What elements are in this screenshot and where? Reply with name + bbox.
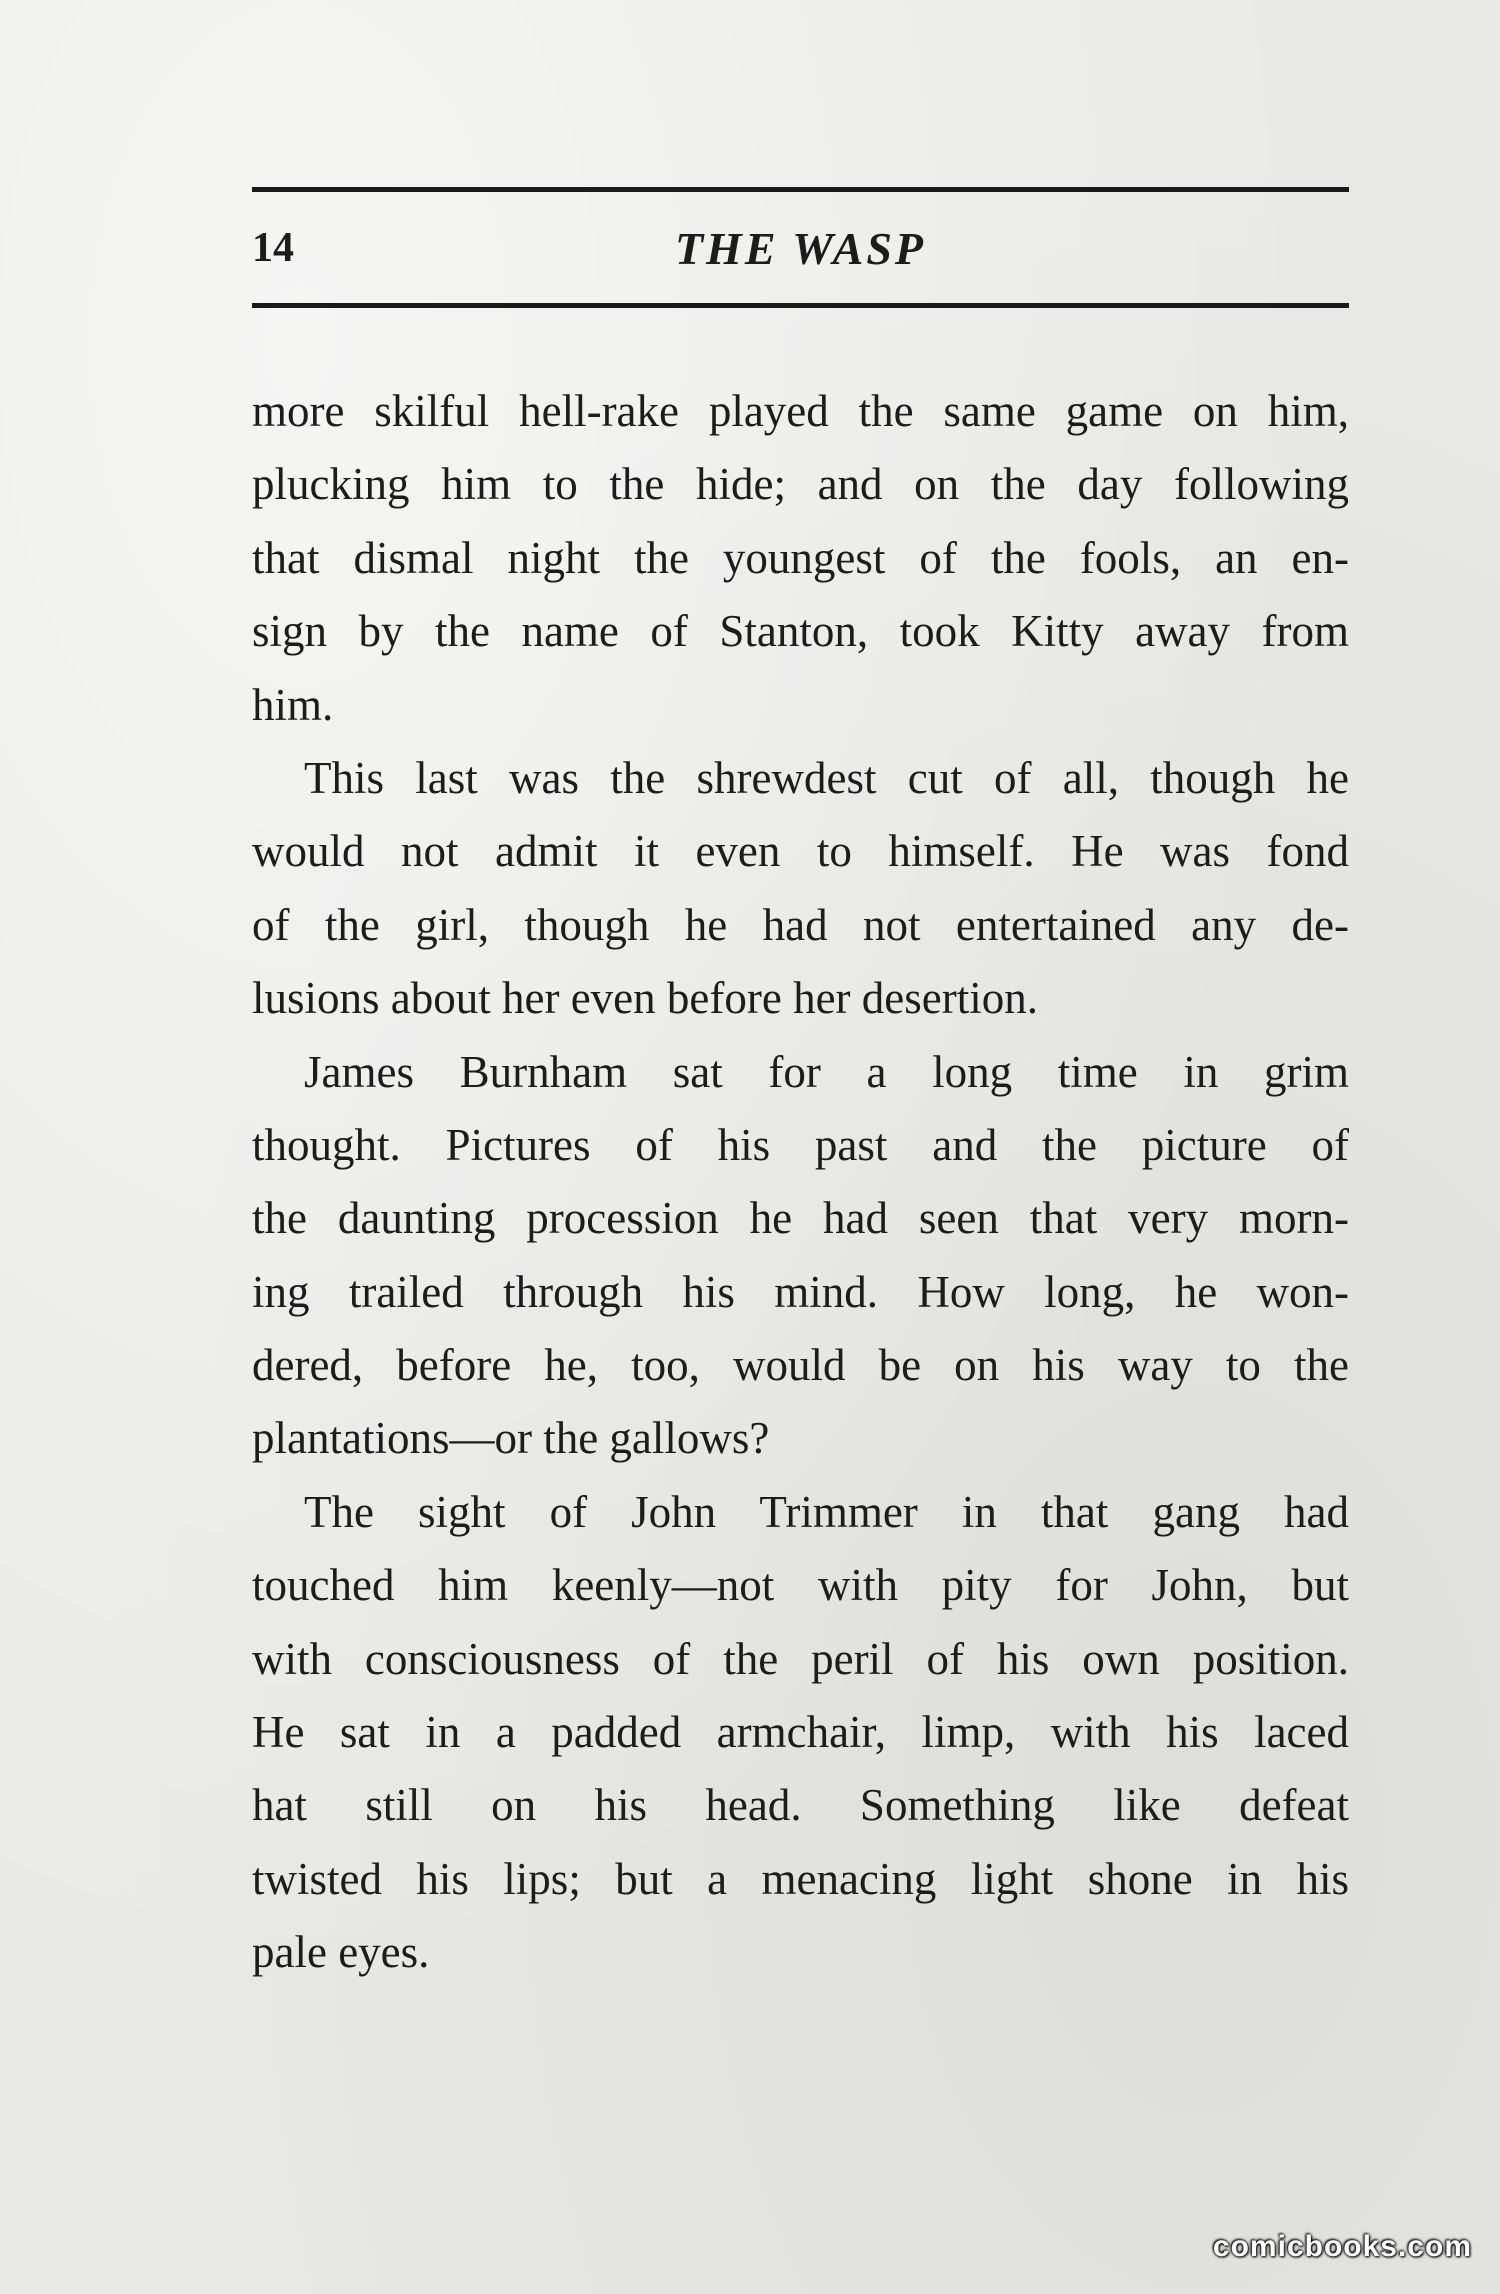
text-line: him. [252, 679, 334, 730]
running-title: THE WASP [674, 223, 927, 274]
text-line: thought. Pictures of his past and the picture of [252, 1119, 1349, 1170]
header-top-rule [252, 187, 1349, 192]
paragraph [252, 1476, 1349, 1990]
running-head [252, 218, 1349, 288]
text-line: dered, before he, too, would be on his way to the [252, 1340, 1349, 1391]
text-line: the daunting procession he had seen that very morn- [252, 1193, 1349, 1244]
body-text [252, 375, 1349, 1990]
header-bottom-rule [252, 303, 1349, 308]
watermark: comicbooks.com [1212, 2230, 1472, 2263]
text-line: plantations—or the gallows? [252, 1413, 770, 1464]
text-line: touched him keenly—not with pity for John, but [252, 1560, 1349, 1611]
text-line: with consciousness of the peril of his own position. [252, 1633, 1349, 1684]
text-line: lusions about her even before her desertion. [252, 973, 1038, 1024]
text-line: This last was the shrewdest cut of all, though he [304, 752, 1349, 803]
paragraph [252, 1036, 1349, 1476]
text-line: of the girl, though he had not entertained any de- [252, 899, 1349, 950]
text-line: James Burnham sat for a long time in grim [304, 1046, 1349, 1097]
text-line: The sight of John Trimmer in that gang had [304, 1486, 1349, 1537]
text-line: more skilful hell-rake played the same game on him, [252, 386, 1349, 436]
text-line: sign by the name of Stanton, took Kitty away from [252, 606, 1349, 657]
paragraph [252, 375, 1349, 742]
page-number: 14 [252, 225, 294, 271]
text-line: would not admit it even to himself. He was fond [252, 826, 1349, 877]
text-line: ing trailed through his mind. How long, he won- [252, 1266, 1349, 1317]
text-line: plucking him to the hide; and on the day following [252, 459, 1349, 510]
text-line: that dismal night the youngest of the fools, an en- [252, 532, 1349, 583]
text-line: twisted his lips; but a menacing light shone in his [252, 1853, 1349, 1904]
text-line: hat still on his head. Something like defeat [252, 1780, 1349, 1831]
paragraph [252, 742, 1349, 1036]
text-line: He sat in a padded armchair, limp, with his laced [252, 1707, 1349, 1758]
text-line: pale eyes. [252, 1927, 430, 1978]
